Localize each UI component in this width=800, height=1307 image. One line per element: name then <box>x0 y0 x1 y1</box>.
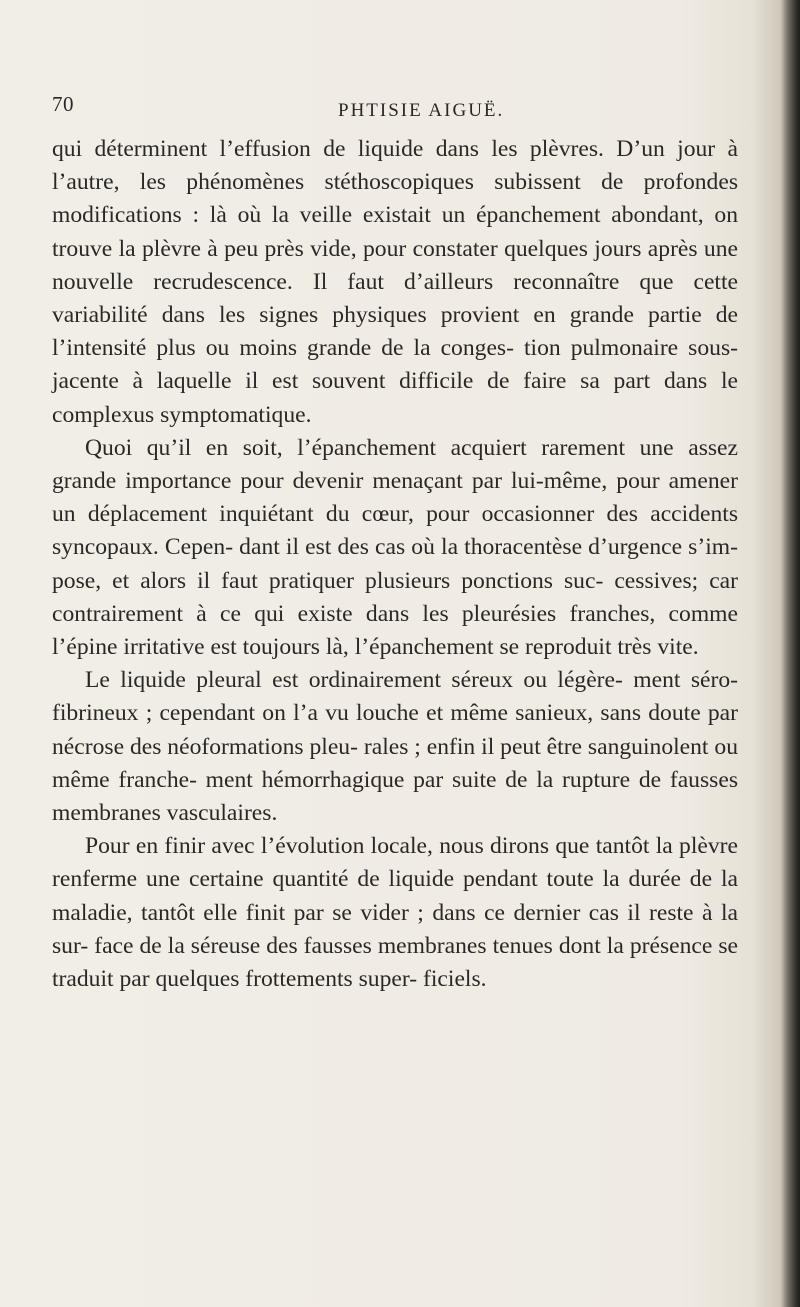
paragraph-2: Quoi qu’il en soit, l’épanchement acquiert rarement une assez grande importance pour devenir menaçant par lui-même, pour amener un déplacement inquiétant du cœur, pour occasionner des accidents syncopaux. Cepen- dant il est des cas où la thoracentèse d’urgence s’im- pose, et alors il faut pratiquer plusieurs ponctions suc- cessives; car contrairement à ce qui existe dans les pleurésies franches, comme l’épine irritative est toujours là, l’épanchement se reproduit très vite. <box>52 434 738 661</box>
paragraph-1: qui déterminent l’effusion de liquide dans les plèvres. D’un jour à l’autre, les phénomènes stéthoscopiques subissent de profondes modifications : là où la veille existait un épanchement abondant, on trouve la plèvre à peu près vide, pour constater quelques jours après une nouvelle recrudescence. Il faut d’ailleurs reconnaître que cette variabilité dans les signes physiques provient en grande partie de l’intensité plus ou moins grande de la conges- tion pulmonaire sous-jacente à laquelle il est souvent difficile de faire sa part dans le complexus symptomatique. <box>52 136 738 428</box>
page-header <box>0 92 800 132</box>
binding-gutter-shadow <box>782 0 800 1307</box>
page-bottom-margin <box>0 1297 800 1307</box>
body-text <box>52 133 738 996</box>
paragraph-4: Pour en finir avec l’évolution locale, nous dirons que tantôt la plèvre renferme une certaine quantité de liquide pendant toute la durée de la maladie, tantôt elle finit par se vider ; dans ce dernier cas il reste à la sur- face de la séreuse des fausses membranes tenues dont la présence se traduit par quelques frottements super- ficiels. <box>52 833 738 993</box>
paragraph-3: Le liquide pleural est ordinairement séreux ou légère- ment séro-fibrineux ; cependant on l’a vu louche et même sanieux, sans doute par nécrose des néoformations pleu- rales ; enfin il peut être sanguinolent ou même franche- ment hémorrhagique par suite de la rupture de fausses membranes vasculaires. <box>52 667 738 827</box>
running-head: PHTISIE AIGUË. <box>338 100 505 121</box>
page-number: 70 <box>52 92 74 116</box>
